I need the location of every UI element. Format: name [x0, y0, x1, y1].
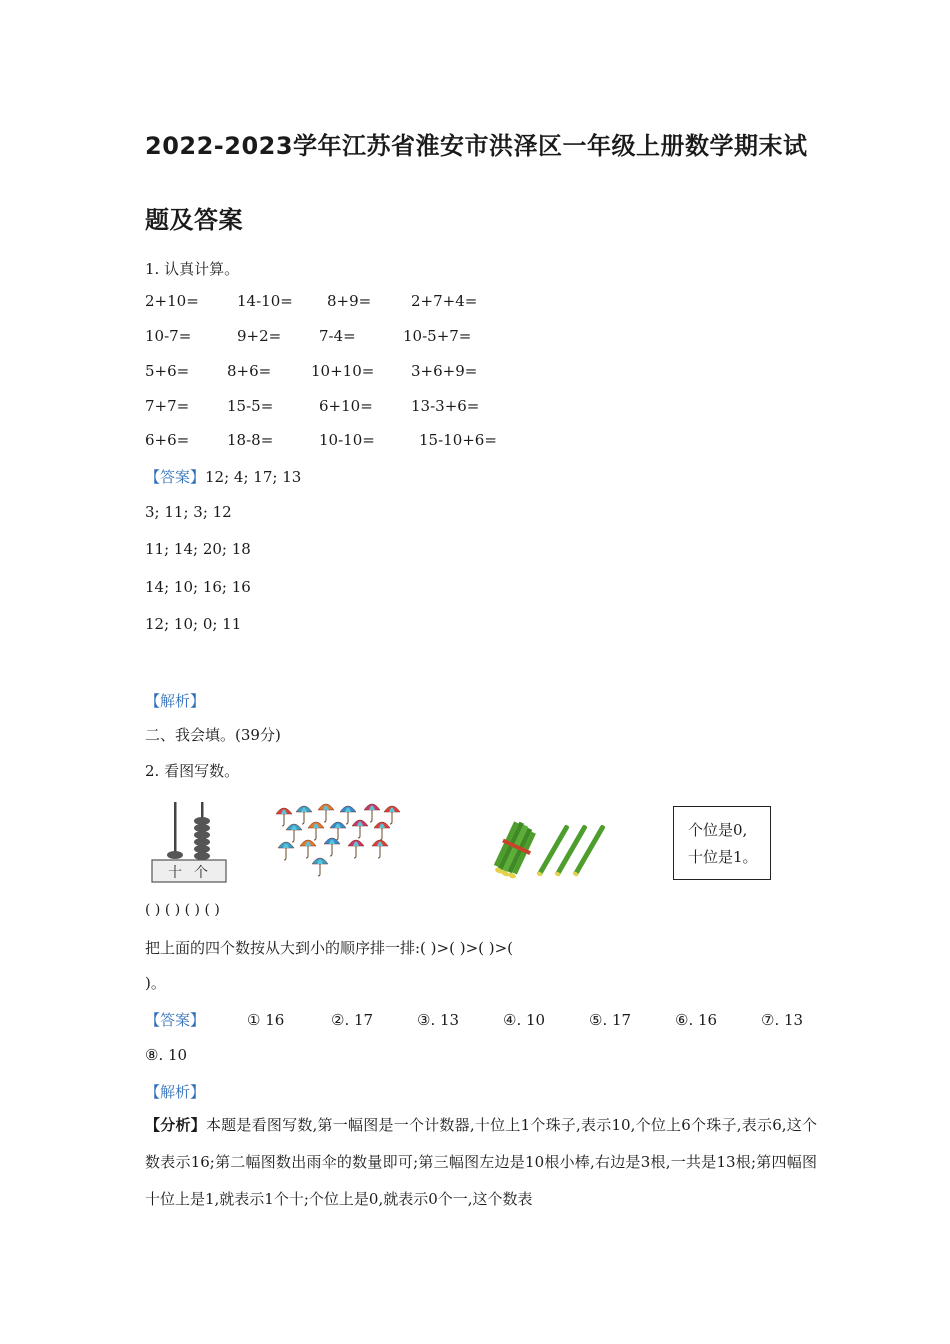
q1-answer: 12; 10; 0; 11 [145, 615, 242, 633]
q1-heading: 1. 认真计算。 [145, 260, 240, 278]
sticks-image [486, 820, 606, 882]
q1-item: 6+10= [319, 397, 373, 415]
umbrella-icon [278, 842, 294, 860]
umbrella-icon [312, 858, 328, 876]
q2-answer: ③. 13 [417, 1011, 460, 1029]
umbrella-icon [308, 822, 324, 840]
q1-item: 8+9= [327, 292, 372, 310]
q1-item: 7+7= [145, 397, 190, 415]
q2-answer-row [145, 1009, 803, 1030]
q1-answer: 12; 4; 17; 13 [205, 468, 302, 486]
q1-item: 9+2= [237, 327, 282, 345]
umbrella-icon [348, 840, 364, 858]
q1-item: 14-10= [237, 292, 293, 310]
abacus-label-tens: 十 [168, 865, 182, 881]
q1-row [145, 431, 497, 449]
q1-item: 7-4= [319, 327, 356, 345]
q2-answer: ⑧. 10 [145, 1046, 188, 1064]
q1-item: 15-5= [227, 397, 274, 415]
q2-answer: ⑥. 16 [675, 1011, 718, 1029]
q2-answer: ① 16 [247, 1011, 285, 1029]
umbrella-icon [364, 804, 380, 822]
q1-item: 10-7= [145, 327, 192, 345]
q1-row [145, 292, 477, 310]
document-title-line1: 2022-2023学年江苏省淮安市洪泽区一年级上册数学期末试 [145, 132, 808, 160]
analysis-text: 本题是看图写数,第一幅图是一个计数器,十位上1个珠子,表示10,个位上6个珠子,表示6,这个数表示16;第二幅图数出雨伞的数量即可;第三幅图左边是10根小棒,右边是3根,一共是13根;第四幅图十位上是1,就表示1个十;个位上是0,就表示0个一,这个数表 [145, 1116, 817, 1208]
q1-item: 18-8= [227, 431, 274, 449]
q1-item: 13-3+6= [411, 397, 480, 415]
box-line: 十位是1。 [688, 848, 758, 866]
umbrella-icon [372, 840, 388, 858]
umbrella-icon [384, 806, 400, 824]
answer-label: 【答案】 [145, 468, 206, 486]
box-line: 个位是0, [688, 821, 748, 839]
umbrella-icon [340, 806, 356, 824]
q2-sort-line: 把上面的四个数按从大到小的顺序排一排:( )>( )>( )>( [145, 939, 514, 957]
q1-item: 3+6+9= [411, 362, 478, 380]
q1-item: 5+6= [145, 362, 190, 380]
q1-item: 15-10+6= [419, 431, 497, 449]
q1-item: 2+10= [145, 292, 199, 310]
q2-answer: ⑤. 17 [589, 1011, 632, 1029]
q1-row [145, 327, 471, 345]
analysis-tag: 【分析】 [145, 1116, 206, 1134]
q2-answer: ⑦. 13 [761, 1011, 804, 1029]
answer-label: 【答案】 [145, 1011, 206, 1029]
place-value-box [673, 806, 771, 880]
umbrellas-image [276, 798, 406, 880]
section-heading: 二、我会填。(39分) [145, 726, 281, 744]
q2-answer: ④. 10 [503, 1011, 546, 1029]
q1-answer-line [145, 466, 301, 487]
q2-answer: ②. 17 [331, 1011, 374, 1029]
q1-answer: 3; 11; 3; 12 [145, 503, 232, 521]
q2-analysis-paragraph [145, 1107, 817, 1218]
q1-row [145, 397, 479, 415]
q1-item: 10+10= [311, 362, 375, 380]
umbrella-icon [296, 806, 312, 824]
umbrella-icon [286, 824, 302, 842]
q1-item: 10-5+7= [403, 327, 472, 345]
umbrella-icon [276, 808, 292, 826]
q1-answer: 14; 10; 16; 16 [145, 578, 251, 596]
q1-answer: 11; 14; 20; 18 [145, 540, 251, 558]
umbrella-icon [374, 822, 390, 840]
q2-blanks: ( ) ( ) ( ) ( ) [145, 902, 220, 918]
q1-item: 6+6= [145, 431, 190, 449]
umbrella-icon [324, 838, 340, 856]
umbrella-icon [318, 804, 334, 822]
umbrella-icon [300, 840, 316, 858]
umbrella-icon [352, 820, 368, 838]
q1-row [145, 362, 477, 380]
umbrella-icon [330, 822, 346, 840]
q2-heading: 2. 看图写数。 [145, 762, 240, 780]
q1-analysis-label: 【解析】 [145, 692, 206, 710]
document-title-line2: 题及答案 [145, 206, 243, 234]
q1-item: 8+6= [227, 362, 272, 380]
abacus-label-ones: 个 [194, 865, 208, 881]
q2-analysis-label: 【解析】 [145, 1083, 206, 1101]
q1-item: 2+7+4= [411, 292, 478, 310]
abacus-image [148, 800, 230, 886]
q1-item: 10-10= [319, 431, 375, 449]
q2-sort-line-end: )。 [145, 974, 166, 992]
